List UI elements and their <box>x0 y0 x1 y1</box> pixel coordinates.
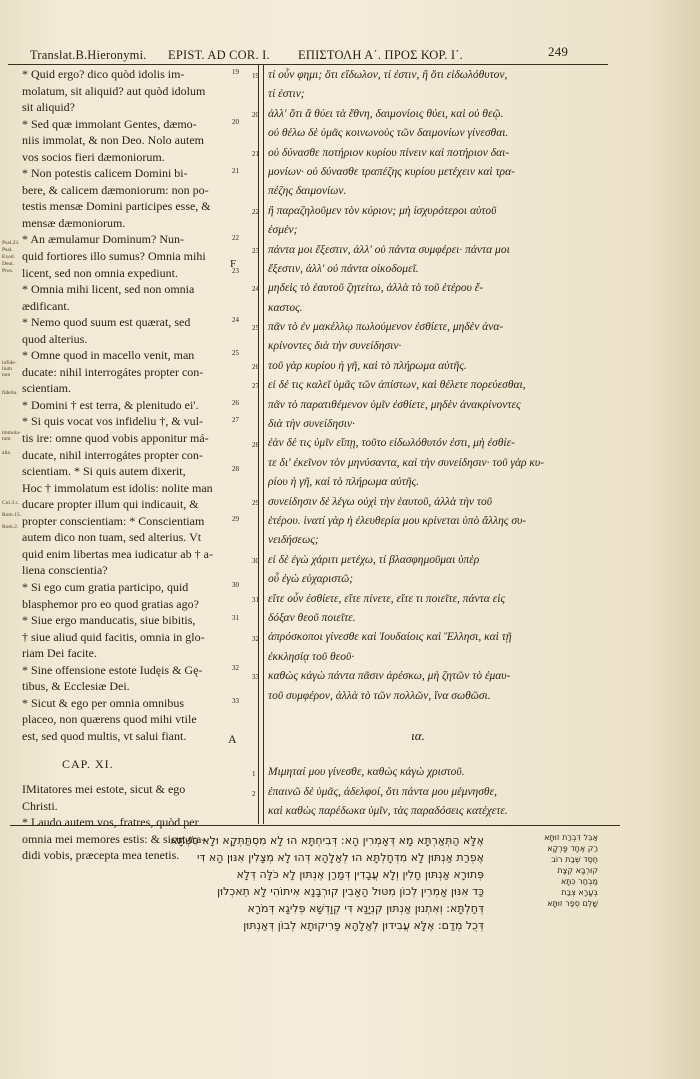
greek-text-line: τοῦ συμφέρον, ἀλλὰ τὸ τῶν πολλῶν, ἵνα σωθῶσι. <box>268 689 491 702</box>
greek-text-line: ἐπαινῶ δὲ ὑμᾶς, ἀδελφοί, ὅτι πάντα μου μέμνησθε, <box>268 785 497 798</box>
latin-text-line: propter conscientiam: * Conscientiam <box>22 513 205 528</box>
footer-rule <box>10 825 620 826</box>
latin-verse-number: 29 <box>232 514 239 523</box>
hebrew-note-line: חֶסֶד שְׁבַת רוֹב <box>551 855 598 864</box>
latin-text-line: * Non potestis calicem Domini bi- <box>22 166 188 181</box>
page-number: 249 <box>548 44 569 59</box>
latin-text-line: scientiam. <box>22 381 71 396</box>
greek-verse-number: 33 <box>252 673 259 682</box>
greek-text-line: οὗ ἐγὼ εὐχαριστῶ; <box>268 573 354 586</box>
latin-text-line: * An æmulamur Dominum? Nun- <box>22 232 184 247</box>
latin-text-line: * Quid ergo? dico quòd idolis im- <box>22 67 185 81</box>
signature-mark-f: F <box>230 258 237 270</box>
latin-verse-number: 25 <box>232 349 239 358</box>
latin-text-line: Hoc † immolatum est idolis: nolite man <box>22 480 213 495</box>
greek-text-line: εἰ δέ τις καλεῖ ὑμᾶς τῶν ἀπίστων, καὶ θέλετε πορεύεσθαι, <box>268 379 526 392</box>
latin-text-line: ducate: nihil interrogátes propter con- <box>22 364 204 379</box>
latin-text-line: ducate, nihil interrogátes propter con- <box>22 447 203 462</box>
latin-verse-number: 27 <box>232 415 239 424</box>
latin-text-line: liena conscientia? <box>22 563 108 578</box>
margin-note: Exod. <box>2 254 15 260</box>
latin-text-line: omnia mei memores estis: & sicut tra- <box>22 831 206 846</box>
greek-verse-number: 26 <box>252 363 259 371</box>
hebrew-note-block <box>478 832 598 909</box>
latin-text-line: * Sicut & ego per omnia omnibus <box>22 695 184 710</box>
latin-column <box>22 66 252 864</box>
greek-text-line: πᾶν τὸ παρατιθέμενον ὑμῖν ἐσθίετε, μηδὲν ἀνακρίνοντες <box>268 398 521 411</box>
greek-text-line: πᾶν τὸ ἐν μακέλλῳ πωλούμενον ἐσθίετε, μηδὲν ἀνα- <box>268 321 504 334</box>
greek-column <box>268 66 568 821</box>
latin-text-line: quod alterius. <box>22 331 88 346</box>
latin-text-line: riam Dei facite. <box>22 646 97 661</box>
latin-verse-number: 21 <box>232 167 239 176</box>
hebrew-note-line: קוּרְבָּא קְצָת <box>557 866 598 875</box>
margin-note: tum <box>2 436 11 442</box>
margin-note: immola- <box>2 430 21 436</box>
greek-text-line: οὐ θέλω δὲ ὑμᾶς κοινωνοὺς τῶν δαιμονίων γίνεσθαι. <box>268 127 509 140</box>
greek-text-line: οὐ δύνασθε ποτήριον κυρίου πίνειν καὶ ποτήριον δαι- <box>268 146 510 159</box>
latin-text-line: ædificant. <box>22 298 70 313</box>
margin-note: Rom.15. <box>2 512 21 518</box>
latin-text-line: tis ire: omne quod vobis apponitur má- <box>22 431 209 446</box>
greek-verse-number: 22 <box>252 207 259 216</box>
signature-mark-a: A <box>228 732 237 746</box>
greek-text-line: καθὼς κἀγὼ πάντα πᾶσιν ἀρέσκω, μὴ ζητῶν τὸ ἐμαυ- <box>268 670 511 683</box>
margin-note: lium <box>2 366 13 372</box>
greek-text-line: ἔξεστιν, ἀλλ' οὐ πάντα οἰκοδομεῖ. <box>268 262 419 275</box>
greek-text-line: ἀλλ' ὅτι ἃ θύει τὰ ἔθνη, δαιμονίοις θύει, καὶ οὐ θεῷ. <box>268 107 504 120</box>
greek-text-line: συνείδησιν δὲ λέγω οὐχὶ τὴν ἑαυτοῦ, ἀλλὰ τὴν τοῦ <box>268 495 493 508</box>
margin-note: alia <box>2 450 10 456</box>
latin-text-line: * Nemo quod suum est quærat, sed <box>22 315 191 330</box>
latin-text-line: Christi. <box>22 798 58 813</box>
hebrew-text-line: אֶלָּא הַתְּאַרְתָּא מָא דְּאָמְרִין הָא: דְּבִיחְתָּא הוּ לָא מִסְתַּתְּקָא וּלָא כִּשְׁתָּא <box>170 834 484 847</box>
greek-text-line: ἐὰν δέ τις ὑμῖν εἴπῃ, τοῦτο εἰδωλόθυτόν ἐστι, μὴ ἐσθίε- <box>268 437 515 450</box>
hebrew-text-line: אֶפְרַת אַנְתּוּן לָא מִדְּחָלְתָּא הוּ לְאַלָהָא דְּהוּ לָא מְצָלִין אִנּוּן הָא דִּי <box>196 851 484 864</box>
greek-text-line: μηδεὶς τὸ ἑαυτοῦ ζητείτω, ἀλλὰ τὸ τοῦ ἑτέρου ἕ- <box>268 282 484 295</box>
hebrew-note-line: רַק אֶחָד פָּרְקָא <box>547 844 598 853</box>
latin-text-line: testis mensæ Domini participes esse, & <box>22 199 211 214</box>
latin-verse-number: 24 <box>232 316 239 325</box>
latin-text-line: * Omnia mihi licent, sed non omnia <box>22 282 195 297</box>
latin-text-line: * Siue ergo manducatis, siue bibitis, <box>22 613 196 628</box>
greek-text-line: ἢ παραζηλοῦμεν τὸν κύριον; μὴ ἰσχυρότεροι αὐτοῦ <box>268 204 497 217</box>
latin-verse-number: 20 <box>232 117 239 126</box>
header-rule <box>8 64 608 65</box>
greek-verse-number: 25 <box>252 324 259 333</box>
latin-verse-number: 30 <box>232 581 239 590</box>
greek-verse-number: 27 <box>252 382 259 391</box>
hebrew-note-line: שָׁלֵם סְפַר זוּתָּא <box>547 899 598 908</box>
latin-verse-number: 22 <box>232 233 239 242</box>
header-latin-title: EPIST. AD COR. I. <box>168 48 270 62</box>
greek-text-line: εἴτε οὖν ἐσθίετε, εἴτε πίνετε, εἴτε τι ποιεῖτε, πάντα εἰς <box>268 592 506 605</box>
latin-verse-number: 26 <box>232 399 239 407</box>
margin-note: Psal.23. <box>2 240 20 246</box>
hebrew-note-line: בְּעָרָא צְבַת <box>561 888 598 897</box>
latin-text-line: vos socios fieri dæmoniorum. <box>22 149 165 164</box>
latin-text-line: est, sed quod multis, vt salui fiant. <box>22 728 187 743</box>
greek-text-line: τί ἐστιν; <box>268 88 305 101</box>
latin-text-line: bere, & calicem dæmoniorum: non po- <box>22 182 209 197</box>
latin-verse-number: 33 <box>232 696 239 705</box>
greek-text-line: καὶ καθὼς παρέδωκα ὑμῖν, τὰς παραδόσεις κατέχετε. <box>268 805 508 818</box>
latin-verse-number: 19 <box>232 68 239 76</box>
latin-text-line: * Sed quæ immolant Gentes, dæmo- <box>22 116 197 131</box>
greek-text-line: ἐκκλησίᾳ τοῦ θεοῦ· <box>268 650 355 663</box>
greek-text-line: νειδήσεως; <box>268 534 319 547</box>
greek-verse-number: 20 <box>252 110 259 119</box>
margin-note: Psal. <box>2 247 13 253</box>
margin-note: Pros. <box>2 268 14 274</box>
chapter-verse-number: 2 <box>252 789 256 798</box>
greek-text-line: κρίνοντες διὰ τὴν συνείδησιν· <box>268 340 402 353</box>
running-header <box>0 44 700 66</box>
greek-verse-number: 23 <box>252 246 259 255</box>
header-greek-title: ΕΠΙΣΤΟΛΗ Α΄. ΠΡΟΣ ΚΟΡ. Ι΄. <box>298 48 463 62</box>
greek-verse-number: 24 <box>252 285 259 294</box>
greek-text-line: ἑτέρου. ἱνατί γὰρ ἡ ἐλευθερία μου κρίνεται ὑπὸ ἄλλης συ- <box>268 514 527 527</box>
margin-note: Deut. <box>2 261 15 267</box>
latin-verse-number: 32 <box>232 663 239 672</box>
margin-note: non <box>2 372 11 378</box>
latin-text-line: placeo, non quærens quod mihi vtile <box>22 712 197 727</box>
greek-text-line: διὰ τὴν συνείδησιν· <box>268 418 355 431</box>
margin-note: fideliu. <box>2 390 18 396</box>
latin-text-line: mensæ dæmoniorum. <box>22 215 126 230</box>
latin-text-line: quid fortiores illo sumus? Omnia mihi <box>22 249 206 264</box>
greek-verse-number: 31 <box>252 595 259 604</box>
greek-text-line: καστος. <box>268 301 303 314</box>
greek-text-line: δόξαν θεοῦ ποιεῖτε. <box>268 611 356 624</box>
column-rule-right <box>263 64 264 824</box>
greek-verse-number: 28 <box>252 440 259 449</box>
greek-text-line: Μιμηταί μου γίνεσθε, καθὼς κἀγὼ χριστοῦ. <box>268 766 465 779</box>
latin-text-line: * Omne quod in macello venit, man <box>22 348 195 363</box>
latin-text-line: quid enim libertas mea iudicatur ab † a- <box>22 546 213 561</box>
latin-chapter-heading: CAP. XI. <box>62 757 114 772</box>
latin-verse-number: 23 <box>232 266 239 275</box>
header-left-text: Translat.B.Hieronymi. <box>30 48 147 62</box>
greek-text-line: εἰ δὲ ἐγὼ χάριτι μετέχω, τί βλασφημοῦμαι ὑπὲρ <box>268 553 480 566</box>
latin-text-line: † siue aliud quid facitis, omnia in glo- <box>22 629 205 644</box>
latin-text-line: blasphemor pro eo quod gratias ago? <box>22 596 199 611</box>
latin-text-line: * Sine offensione estote Iudęis & Gę- <box>22 662 203 677</box>
greek-text-line: ρίου ἡ γῆ, καὶ τὸ πλήρωμα αὐτῆς. <box>268 476 419 489</box>
latin-text-line: licent, sed non omnia expediunt. <box>22 265 178 280</box>
latin-text-line: tibus, & Ecclesiæ Dei. <box>22 679 130 694</box>
latin-text-line: molatum, sit aliquid? aut quòd idolum <box>22 83 206 98</box>
hebrew-text-line: דְּכֻל מְדַם: אֶלָּא עֲבִידוּן לְאַלָהָא פָּרִיקוּתָא לְבוֹן דְּאַנְתּוּן <box>243 919 484 932</box>
latin-text-line: niis immolat, & non Deo. Nolo autem <box>22 133 204 148</box>
greek-text-line: μονίων· οὐ δύνασθε τραπέζης κυρίου μετέχειν καὶ τρα- <box>268 165 515 178</box>
greek-text-line: ἐσμέν; <box>268 224 298 237</box>
latin-text-line: didi vobis, præcepta mea tenetis. <box>22 848 180 863</box>
hebrew-text-line: דְּחַלְתָּא: וְאִתְנוּן אַנְתּוּן קִנְיָנָא דִּי קְוָדְשָׁא פְּלִיגָא דְּמֹרָא <box>247 902 484 915</box>
greek-verse-number: 30 <box>252 557 259 565</box>
greek-chapter-heading: ια. <box>411 727 425 743</box>
greek-verse-number: 19 <box>252 72 259 80</box>
greek-text-line: τί οὖν φημι; ὅτι εἴδωλον, τί ἐστιν, ἢ ὅτι εἰδωλόθυτον, <box>268 69 508 81</box>
margin-note: Rom.2. <box>2 524 19 530</box>
latin-text-line: ducare propter illum qui indicauit, & <box>22 497 199 512</box>
greek-text-line: πάντα μοι ἔξεστιν, ἀλλ' οὐ πάντα συμφέρει· πάντα μοι <box>268 243 510 256</box>
greek-text-line: τε δι' ἐκεῖνον τὸν μηνύσαντα, καὶ τὴν συνείδησιν· τοῦ γὰρ κυ- <box>268 456 545 469</box>
latin-text-line: scientiam. * Si quis autem dixerit, <box>22 464 186 479</box>
hebrew-text-line: כַּד אִנּוּן אָמְרִין לְכוֹן מִטּוּל הָאָבִין קוּרְבָּנָא אִיתוֹהִי לָא תֵאכְלוּן <box>217 885 484 898</box>
latin-verse-number: 31 <box>232 614 239 623</box>
margin-note: infide- <box>2 360 17 366</box>
latin-text-line: sit aliquid? <box>22 100 75 115</box>
margin-note: Col.3.c. <box>2 500 20 506</box>
latin-verse-number: 28 <box>232 465 239 474</box>
latin-text-line: * Laudo autem vos, fratres, quòd per <box>22 815 199 830</box>
latin-text-line: autem dico non tuam, sed alterius. Vt <box>22 530 202 545</box>
latin-text-line: * Domini † est terra, & plenitudo ei'. <box>22 397 199 412</box>
greek-verse-number: 21 <box>252 149 259 158</box>
greek-text-line: ἀπρόσκοποι γίνεσθε καὶ Ἰουδαίοις καὶ Ἕλλησι, καὶ τῇ <box>268 631 512 644</box>
hebrew-note-line: אַבֵּל דִּבְרַת זוּתָּא <box>544 833 598 842</box>
latin-text-line: IMitatores mei estote, sicut & ego <box>22 781 186 796</box>
greek-verse-number: 32 <box>252 634 259 643</box>
latin-text-line: * Si quis vocat vos infideliu †, & vul- <box>22 414 203 429</box>
greek-verse-number: 29 <box>252 498 259 507</box>
greek-text-line: πέζης δαιμονίων. <box>268 185 347 198</box>
chapter-verse-number: 1 <box>252 770 256 779</box>
greek-text-line: τοῦ γὰρ κυρίου ἡ γῆ, καὶ τὸ πλήρωμα αὐτῆς. <box>268 359 467 372</box>
hebrew-note-line: מַבְחַר כִּתָּא <box>560 877 598 886</box>
latin-text-line: * Si ego cum gratia participo, quid <box>22 579 189 594</box>
hebrew-text-line: פְּתוּרָא אַנְתּוּן חָלִין וְלָא עֲבָדִין דְּמָרַן אֶנְתּוּן לָא כֹּלָּה דְּלָא <box>236 868 484 881</box>
